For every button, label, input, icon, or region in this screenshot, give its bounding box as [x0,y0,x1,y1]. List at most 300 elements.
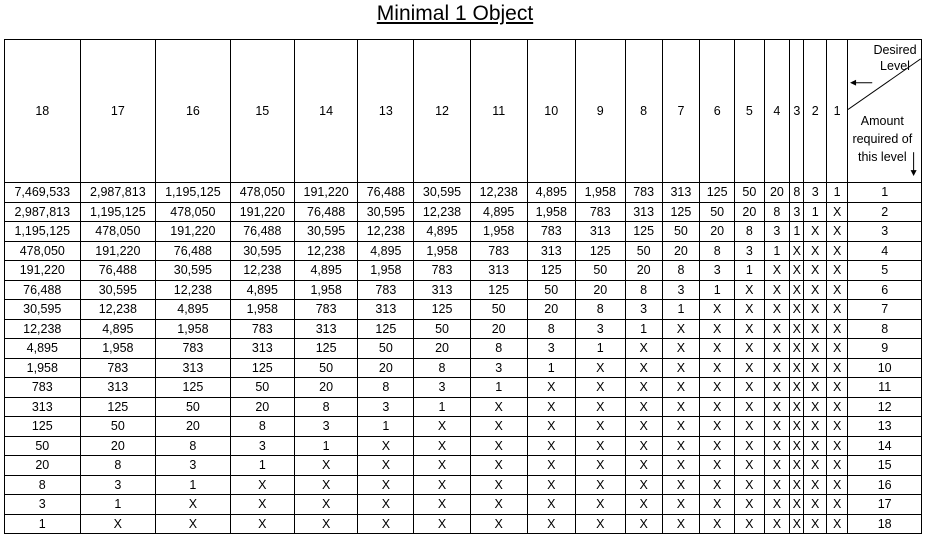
table-cell: 1,958 [358,261,414,281]
table-cell: 1 [294,436,357,456]
table-row [5,300,922,320]
table-cell: 20 [735,202,765,222]
left-arrowhead-icon [850,80,856,86]
table-cell: X [826,261,847,281]
table-cell: X [470,475,527,495]
table-cell: 783 [230,319,294,339]
table-cell: X [804,456,826,476]
table-cell: 3 [156,456,231,476]
table-cell: X [700,475,735,495]
table-cell: 1 [156,475,231,495]
table-cell: 4,895 [414,222,470,242]
table-cell: 3 [414,378,470,398]
table-row [5,378,922,398]
table-cell: 1,958 [80,339,156,359]
table-cell: 50 [414,319,470,339]
table-cell: 20 [358,358,414,378]
table-cell: X [804,475,826,495]
table-cell: 125 [700,183,735,203]
table-cell: 4,895 [358,241,414,261]
table-cell: X [826,222,847,242]
table-cell: X [575,514,625,534]
table-cell: 20 [470,319,527,339]
table-cell: 76,488 [230,222,294,242]
table-cell: 50 [735,183,765,203]
table-cell: X [294,456,357,476]
row-level-label: 6 [848,280,922,300]
table-cell: 3 [625,300,662,320]
row-level-label: 15 [848,456,922,476]
table-cell: 20 [230,397,294,417]
table-row [5,241,922,261]
table-cell: 8 [527,319,575,339]
table-cell: X [804,358,826,378]
row-level-label: 18 [848,514,922,534]
table-cell: X [662,378,700,398]
table-cell: 50 [662,222,700,242]
table-cell: X [764,495,790,515]
table-cell: X [735,358,765,378]
table-cell: 125 [156,378,231,398]
table-cell: 3 [358,397,414,417]
table-cell: X [790,436,804,456]
table-cell: 12,238 [470,183,527,203]
table-cell: X [294,475,357,495]
table-cell: X [294,514,357,534]
table-cell: X [358,475,414,495]
table-cell: X [625,456,662,476]
table-cell: 3 [294,417,357,437]
table-cell: 20 [294,378,357,398]
table-cell: X [662,436,700,456]
table-cell: 1 [358,417,414,437]
table-cell: 1 [414,397,470,417]
table-row [5,280,922,300]
table-cell: X [470,456,527,476]
table-cell: X [470,417,527,437]
desired-level-label: Desired Level [873,43,917,73]
table-cell: 30,595 [414,183,470,203]
table-cell: 76,488 [358,183,414,203]
table-cell: X [735,417,765,437]
table-cell: 50 [575,261,625,281]
table-cell: 8 [414,358,470,378]
table-cell: X [527,436,575,456]
table-cell: X [764,436,790,456]
table-cell: X [662,456,700,476]
table-cell: X [575,397,625,417]
table-cell: 8 [700,241,735,261]
table-cell: X [804,241,826,261]
table-cell: 125 [662,202,700,222]
table-cell: 3 [764,222,790,242]
table-cell: 50 [527,280,575,300]
level-header-10: 10 [527,40,575,183]
table-cell: X [230,495,294,515]
table-cell: 125 [527,261,575,281]
table-cell: 1 [764,241,790,261]
table-cell: X [764,358,790,378]
table-cell: 313 [470,261,527,281]
table-cell: X [358,456,414,476]
table-cell: 125 [358,319,414,339]
table-cell: 8 [230,417,294,437]
level-header-6: 6 [700,40,735,183]
table-cell: X [700,417,735,437]
table-cell: X [575,358,625,378]
table-cell: X [764,514,790,534]
table-cell: 8 [662,261,700,281]
table-cell: X [662,397,700,417]
header-row [5,40,922,183]
table-cell: X [826,495,847,515]
table-cell: X [804,514,826,534]
table-cell: X [358,436,414,456]
table-cell: 1,958 [5,358,81,378]
table-cell: X [662,514,700,534]
table-cell: 125 [294,339,357,359]
table-cell: 50 [470,300,527,320]
table-cell: 191,220 [156,222,231,242]
table-cell: 313 [156,358,231,378]
table-cell: 1 [826,183,847,203]
level-header-17: 17 [80,40,156,183]
table-cell: 30,595 [230,241,294,261]
table-cell: X [700,378,735,398]
table-cell: X [764,319,790,339]
table-cell: X [790,417,804,437]
table-cell: 3 [230,436,294,456]
table-cell: X [527,378,575,398]
table-cell: 4,895 [527,183,575,203]
table-cell: 20 [527,300,575,320]
table-cell: X [735,397,765,417]
table-cell: 30,595 [358,202,414,222]
level-header-8: 8 [625,40,662,183]
table-cell: X [700,300,735,320]
table-cell: X [700,397,735,417]
table-cell: X [662,339,700,359]
table-cell: X [735,436,765,456]
table-cell: X [470,495,527,515]
level-header-9: 9 [575,40,625,183]
table-cell: 1 [625,319,662,339]
table-cell: 125 [470,280,527,300]
table-cell: 20 [5,456,81,476]
table-cell: 1 [230,456,294,476]
table-cell: X [294,495,357,515]
level-header-3: 3 [790,40,804,183]
table-cell: X [156,514,231,534]
table-cell: 12,238 [358,222,414,242]
table-cell: X [804,495,826,515]
table-cell: X [826,241,847,261]
table-cell: X [764,339,790,359]
row-level-label: 17 [848,495,922,515]
table-row [5,397,922,417]
table-cell: 478,050 [5,241,81,261]
table-cell: X [826,358,847,378]
table-cell: 12,238 [80,300,156,320]
table-cell: 125 [414,300,470,320]
table-cell: X [700,514,735,534]
table-cell: X [804,319,826,339]
table-cell: 50 [5,436,81,456]
table-cell: 125 [625,222,662,242]
table-cell: X [527,397,575,417]
table-cell: 1,958 [575,183,625,203]
table-cell: 1 [700,280,735,300]
table-cell: 1 [5,514,81,534]
table-cell: 8 [358,378,414,398]
table-cell: 76,488 [294,202,357,222]
table-cell: 1 [804,202,826,222]
table-cell: 1,195,125 [156,183,231,203]
table-cell: X [735,300,765,320]
table-cell: 3 [527,339,575,359]
table-cell: 50 [294,358,357,378]
table-cell: 3 [662,280,700,300]
table-cell: X [230,514,294,534]
table-cell: X [826,436,847,456]
table-cell: X [700,319,735,339]
level-header-12: 12 [414,40,470,183]
table-cell: 3 [700,261,735,281]
table-cell: X [826,319,847,339]
table-cell: 50 [230,378,294,398]
row-level-label: 8 [848,319,922,339]
table-cell: X [804,436,826,456]
row-level-label: 1 [848,183,922,203]
table-cell: X [625,339,662,359]
table-cell: 783 [470,241,527,261]
table-cell: X [826,202,847,222]
table-cell: 1,958 [470,222,527,242]
table-cell: X [527,475,575,495]
table-row [5,514,922,534]
table-cell: X [790,475,804,495]
table-row [5,339,922,359]
row-level-label: 3 [848,222,922,242]
level-header-5: 5 [735,40,765,183]
table-cell: X [764,456,790,476]
table-cell: X [790,378,804,398]
table-cell: X [414,456,470,476]
table-cell: 1 [527,358,575,378]
table-cell: X [575,417,625,437]
table-cell: 1 [470,378,527,398]
table-cell: 783 [80,358,156,378]
table-cell: 1,958 [156,319,231,339]
table-cell: X [662,495,700,515]
table-cell: 783 [5,378,81,398]
table-cell: X [735,280,765,300]
table-cell: 50 [358,339,414,359]
table-cell: X [156,495,231,515]
table-cell: X [470,397,527,417]
row-level-label: 11 [848,378,922,398]
table-row [5,202,922,222]
table-cell: 8 [790,183,804,203]
table-cell: X [527,456,575,476]
row-level-label: 16 [848,475,922,495]
amount-required-label: Amount required of this level [852,114,913,164]
level-header-16: 16 [156,40,231,183]
table-cell: X [735,378,765,398]
table-cell: X [735,456,765,476]
table-cell: X [826,280,847,300]
table-cell: 478,050 [230,183,294,203]
table-cell: 3 [80,475,156,495]
table-row [5,183,922,203]
row-level-label: 2 [848,202,922,222]
table-cell: 1 [790,222,804,242]
table-cell: 191,220 [294,183,357,203]
table-cell: 783 [156,339,231,359]
table-cell: 50 [80,417,156,437]
table-cell: 1 [575,339,625,359]
table-cell: 8 [575,300,625,320]
table-cell: 1,195,125 [80,202,156,222]
table-cell: X [735,514,765,534]
table-cell: 4,895 [5,339,81,359]
table-cell: X [700,358,735,378]
table-cell: X [826,514,847,534]
table-cell: 1,958 [230,300,294,320]
table-cell: 478,050 [80,222,156,242]
table-cell: X [804,261,826,281]
table-cell: X [625,358,662,378]
table-cell: 50 [625,241,662,261]
table-row [5,358,922,378]
table-cell: X [790,280,804,300]
table-cell: X [790,300,804,320]
level-header-15: 15 [230,40,294,183]
table-cell: X [804,222,826,242]
down-arrowhead-icon [911,170,917,176]
table-row [5,222,922,242]
table-cell: 12,238 [230,261,294,281]
table-cell: X [790,319,804,339]
table-cell: X [790,397,804,417]
table-cell: X [826,417,847,437]
level-requirement-table [4,39,922,534]
table-cell: X [700,339,735,359]
table-cell: X [700,456,735,476]
row-level-label: 13 [848,417,922,437]
table-cell: 125 [230,358,294,378]
table-cell: 191,220 [230,202,294,222]
table-cell: 30,595 [80,280,156,300]
table-cell: X [527,495,575,515]
table-cell: 313 [625,202,662,222]
table-cell: 3 [5,495,81,515]
table-cell: 12,238 [294,241,357,261]
table-cell: 125 [80,397,156,417]
table-cell: 2,987,813 [5,202,81,222]
table-cell: X [790,456,804,476]
table-cell: X [470,436,527,456]
table-cell: X [358,495,414,515]
table-cell: 20 [625,261,662,281]
table-cell: X [804,378,826,398]
table-cell: 76,488 [80,261,156,281]
table-cell: 30,595 [294,222,357,242]
table-cell: X [826,475,847,495]
row-level-label: 14 [848,436,922,456]
table-cell: X [790,358,804,378]
table-cell: X [804,339,826,359]
table-cell: X [790,514,804,534]
table-cell: X [575,456,625,476]
page-title: Minimal 1 Object [376,2,534,25]
row-level-label: 9 [848,339,922,359]
table-cell: X [826,378,847,398]
table-cell: X [764,300,790,320]
level-header-1: 1 [826,40,847,183]
table-cell: 8 [764,202,790,222]
row-level-label: 4 [848,241,922,261]
table-cell: 8 [470,339,527,359]
table-cell: X [625,397,662,417]
table-cell: X [575,378,625,398]
table-cell: 8 [735,222,765,242]
table-cell: X [575,495,625,515]
row-level-label: 7 [848,300,922,320]
table-cell: 313 [414,280,470,300]
level-header-14: 14 [294,40,357,183]
table-cell: X [625,378,662,398]
table-cell: 8 [156,436,231,456]
table-cell: 4,895 [156,300,231,320]
table-cell: 76,488 [156,241,231,261]
table-row [5,456,922,476]
level-header-2: 2 [804,40,826,183]
table-cell: X [470,514,527,534]
table-cell: 191,220 [5,261,81,281]
table-row [5,475,922,495]
table-cell: X [826,339,847,359]
table-cell: 30,595 [156,261,231,281]
table-cell: X [662,358,700,378]
table-cell: X [790,261,804,281]
level-header-18: 18 [5,40,81,183]
table-cell: 4,895 [230,280,294,300]
table-cell: 20 [575,280,625,300]
table-cell: X [764,280,790,300]
table-cell: 20 [80,436,156,456]
table-cell: 125 [5,417,81,437]
table-cell: 3 [735,241,765,261]
table-cell: 76,488 [5,280,81,300]
table-cell: X [804,417,826,437]
table-cell: X [804,397,826,417]
table-cell: 478,050 [156,202,231,222]
table-cell: X [625,495,662,515]
table-cell: X [662,319,700,339]
table-cell: X [764,397,790,417]
table-cell: 1 [662,300,700,320]
row-level-label: 10 [848,358,922,378]
table-cell: X [790,241,804,261]
table-cell: X [804,280,826,300]
table-cell: 3 [470,358,527,378]
table-cell: X [700,436,735,456]
table-cell: 313 [662,183,700,203]
table-cell: 12,238 [156,280,231,300]
table-cell: X [230,475,294,495]
table-cell: 4,895 [80,319,156,339]
